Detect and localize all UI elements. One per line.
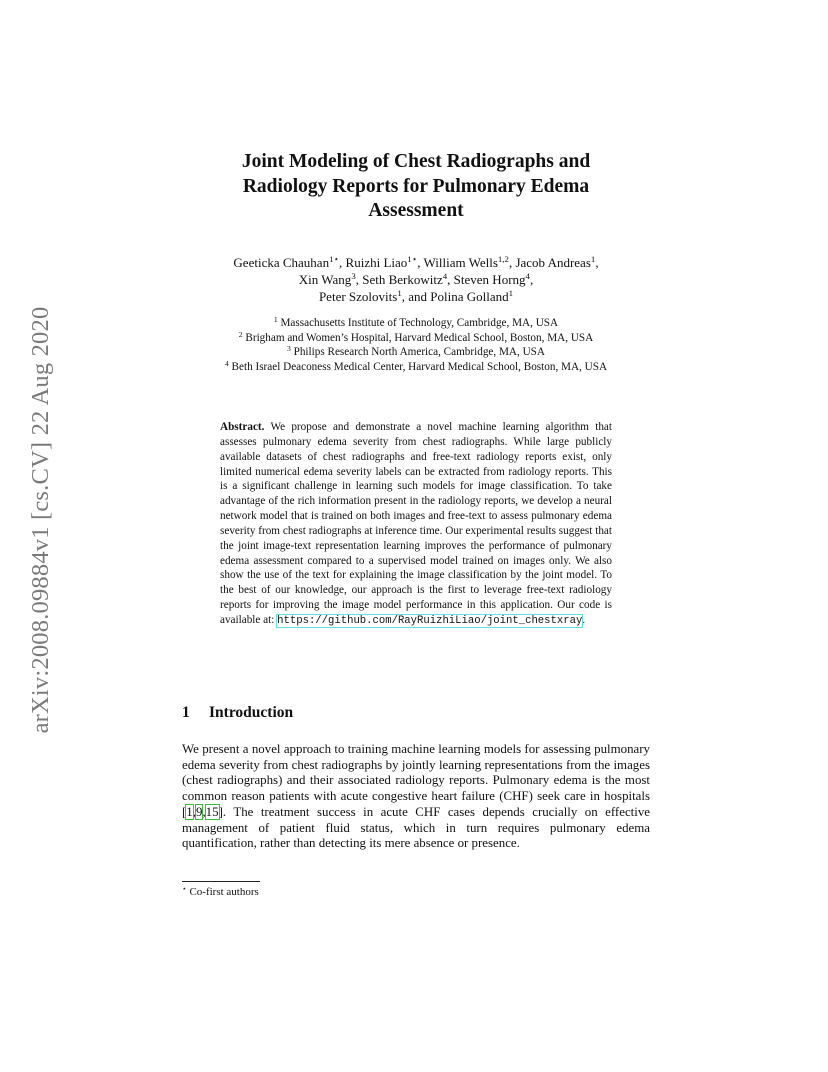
citation-separator: , xyxy=(202,804,206,819)
arxiv-identifier: arXiv:2008.09884v1 [cs.CV] 22 Aug 2020 xyxy=(27,306,54,734)
affiliation-text: Philips Research North America, Cambridge, MA, USA xyxy=(293,346,545,358)
author-name: Ruizhi Liao xyxy=(345,255,408,270)
intro-text: ]. The treatment success in acute CHF cases depends crucially on effective management of patient fluid status, which in turn requires pulmonary edema quantification, rather than detecting its mere absence or presence. xyxy=(182,804,650,851)
section-number: 1 xyxy=(182,704,190,721)
affiliation-marker: 4 xyxy=(442,271,448,282)
abstract xyxy=(220,420,612,629)
citation-link[interactable]: 15 xyxy=(205,804,219,819)
author-line: Geeticka Chauhan$^{1⋆}$, Ruizhi Liao$^{1⋆}$, William Wells$^{1,2}$, Jacob Andreas$^1$, xyxy=(233,254,599,270)
affiliation-number: 3 xyxy=(287,343,291,353)
footnote xyxy=(182,883,259,898)
abstract-end: . xyxy=(582,613,586,626)
author-conjunction: and xyxy=(408,289,428,304)
author-name: Jacob Andreas xyxy=(515,255,591,270)
intro-paragraph xyxy=(182,742,650,852)
abstract-text: We propose and demonstrate a novel machine learning algorithm that assesses pulmonary edema severity from chest radiographs. While large publicly available datasets of chest radiographs and free-text radiology reports exist, only limited numerical edema severity labels can be extracted from radiology reports. This is a significant challenge in learning such models for image classification. To take advantage of the rich information present in the radiology reports, we develop a neural network model that is trained on both images and free-text to assess pulmonary edema severity from chest radiographs at inference time. Our experimental results suggest that the joint image-text representation learning improves the performance of pulmonary edema assessment compared to a supervised model trained on images only. We also show the use of the text for explaining the image classification by the joint model. To the best of our knowledge, our approach is the first to leverage free-text radiology reports for improving the image model performance in this application. Our code is available at: xyxy=(220,421,612,626)
affiliation-text: Brigham and Women’s Hospital, Harvard Medical School, Boston, MA, USA xyxy=(245,331,594,344)
citation-link[interactable]: 1 xyxy=(186,804,193,819)
affiliation xyxy=(150,331,682,346)
title-line: Radiology Reports for Pulmonary Edema xyxy=(242,175,590,197)
footnote-text: Co-first authors xyxy=(189,886,259,898)
citation-link[interactable]: 9 xyxy=(195,804,203,819)
author-line: Xin Wang$^3$, Seth Berkowitz$^4$, Steven Horng$^4$, xyxy=(298,271,534,287)
author-name: Xin Wang xyxy=(298,272,352,287)
affiliation xyxy=(150,345,682,360)
author-name: Geeticka Chauhan xyxy=(233,255,330,270)
affiliation-number: 2 xyxy=(238,329,243,339)
affiliation-text: Beth Israel Deaconess Medical Center, Harvard Medical School, Boston, MA, USA xyxy=(231,360,608,373)
affiliation-marker: 1 xyxy=(508,288,514,299)
abstract-label: Abstract. xyxy=(220,421,265,433)
intro-text: We present a novel approach to training machine learning models for assessing pulmonary edema severity from chest radiographs by jointly learning representations from the images (chest radiographs) and their associated radiology reports. Pulmonary edema is the most common reason patients with acute congestive heart failure (CHF) seek care in hospitals [ xyxy=(182,742,650,819)
author-name: Steven Horng xyxy=(453,272,526,287)
section-heading xyxy=(182,704,293,722)
title-line: Joint Modeling of Chest Radiographs and xyxy=(241,151,591,172)
footnote-divider xyxy=(182,881,260,882)
section-title: Introduction xyxy=(209,704,294,721)
affiliation-marker: 1⋆ xyxy=(407,254,418,265)
author-name: Polina Golland xyxy=(430,289,509,304)
author-list xyxy=(150,254,682,305)
affiliation-text: Massachusetts Institute of Technology, Cambridge, MA, USA xyxy=(280,317,559,329)
affiliation-marker: 1,2 xyxy=(497,254,509,265)
author-line: Peter Szolovits$^1$, and Polina Golland$^1$ xyxy=(318,288,514,304)
title-line: Assessment xyxy=(368,200,464,221)
footnote-mark: ⋆ xyxy=(182,883,187,893)
affiliation-marker: 1 xyxy=(590,254,596,265)
citation-separator: , xyxy=(192,804,196,819)
paper-title xyxy=(150,150,682,224)
affiliation xyxy=(150,316,682,331)
author-name: William Wells xyxy=(423,255,498,270)
affiliation-marker: 4 xyxy=(525,271,530,282)
affiliation-marker: 1⋆ xyxy=(329,254,340,265)
affiliation-marker: 3 xyxy=(351,271,356,282)
affiliation-marker: 1 xyxy=(397,288,402,299)
affiliation-list xyxy=(150,316,682,374)
affiliation-number: 1 xyxy=(273,314,278,324)
author-name: Peter Szolovits xyxy=(318,289,398,304)
affiliation xyxy=(150,360,682,375)
affiliation-number: 4 xyxy=(224,358,229,368)
code-repository-link[interactable]: https://github.com/RayRuizhiLiao/joint_chestxray xyxy=(277,614,583,627)
arxiv-side-stamp xyxy=(24,280,58,760)
author-name: Seth Berkowitz xyxy=(362,272,443,287)
